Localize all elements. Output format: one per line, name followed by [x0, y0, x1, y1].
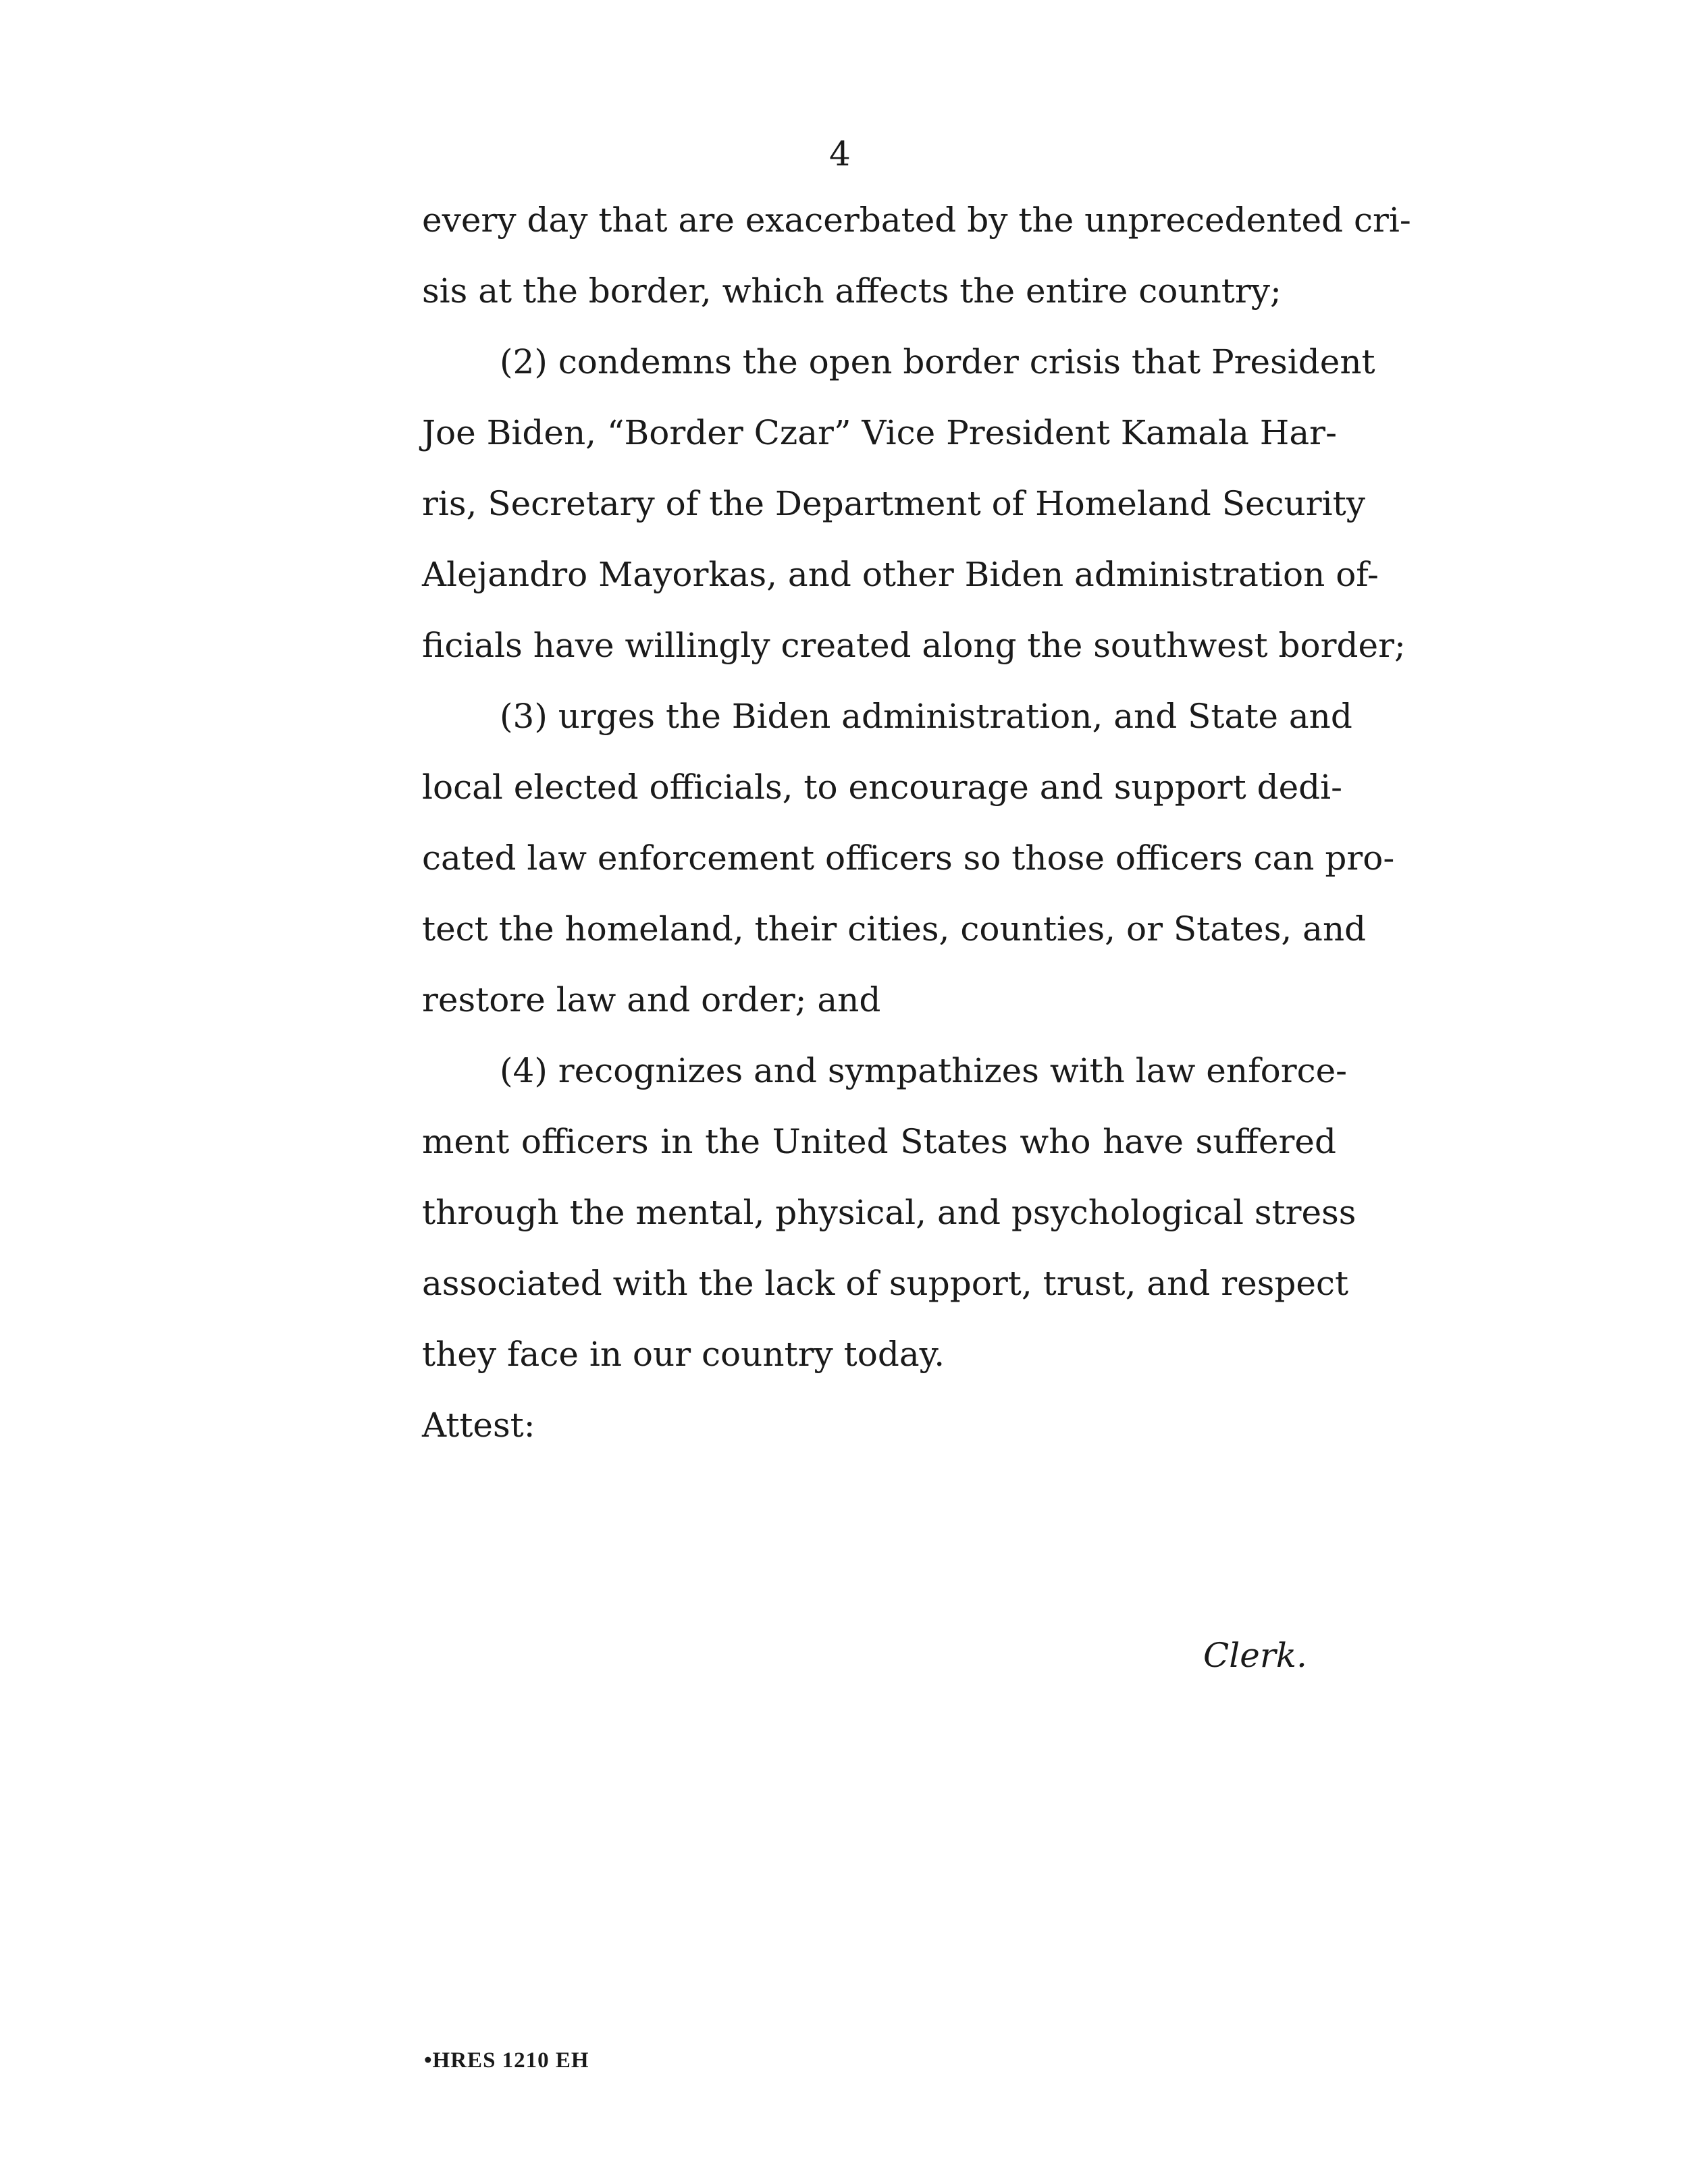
clause-4-line: ment officers in the United States who have suffered: [422, 1122, 1336, 1161]
clause-4-line: they face in our country today.: [422, 1335, 945, 1374]
clause-4-line: associated with the lack of support, trust, and respect: [422, 1264, 1349, 1303]
bill-code-footer: •HRES 1210 EH: [424, 2048, 589, 2073]
clause-3-line: tect the homeland, their cities, counties, or States, and: [422, 909, 1367, 949]
clause-4-line: through the mental, physical, and psychological stress: [422, 1193, 1356, 1232]
clause-2-line: Alejandro Mayorkas, and other Biden administration of-: [422, 555, 1379, 594]
clause-3-line: cated law enforcement officers so those officers can pro-: [422, 838, 1395, 878]
clause-3-line: restore law and order; and: [422, 980, 881, 1019]
body-line: every day that are exacerbated by the unprecedented cri-: [422, 201, 1411, 240]
page-number: 4: [829, 134, 851, 174]
clause-4-line: (4) recognizes and sympathizes with law enforce-: [500, 1051, 1348, 1090]
clerk-label: Clerk.: [1203, 1636, 1307, 1675]
clause-2-line: Joe Biden, “Border Czar” Vice President Kamala Har-: [422, 413, 1337, 452]
body-line: sis at the border, which affects the entire country;: [422, 271, 1282, 311]
clause-2-line: (2) condemns the open border crisis that President: [500, 342, 1375, 381]
clause-3-line: local elected officials, to encourage and support dedi-: [422, 768, 1343, 807]
clause-2-line: ficials have willingly created along the southwest border;: [422, 626, 1406, 665]
clause-3-line: (3) urges the Biden administration, and State and: [500, 697, 1352, 736]
clause-2-line: ris, Secretary of the Department of Homeland Security: [422, 484, 1365, 523]
attest-label: Attest:: [422, 1406, 535, 1445]
